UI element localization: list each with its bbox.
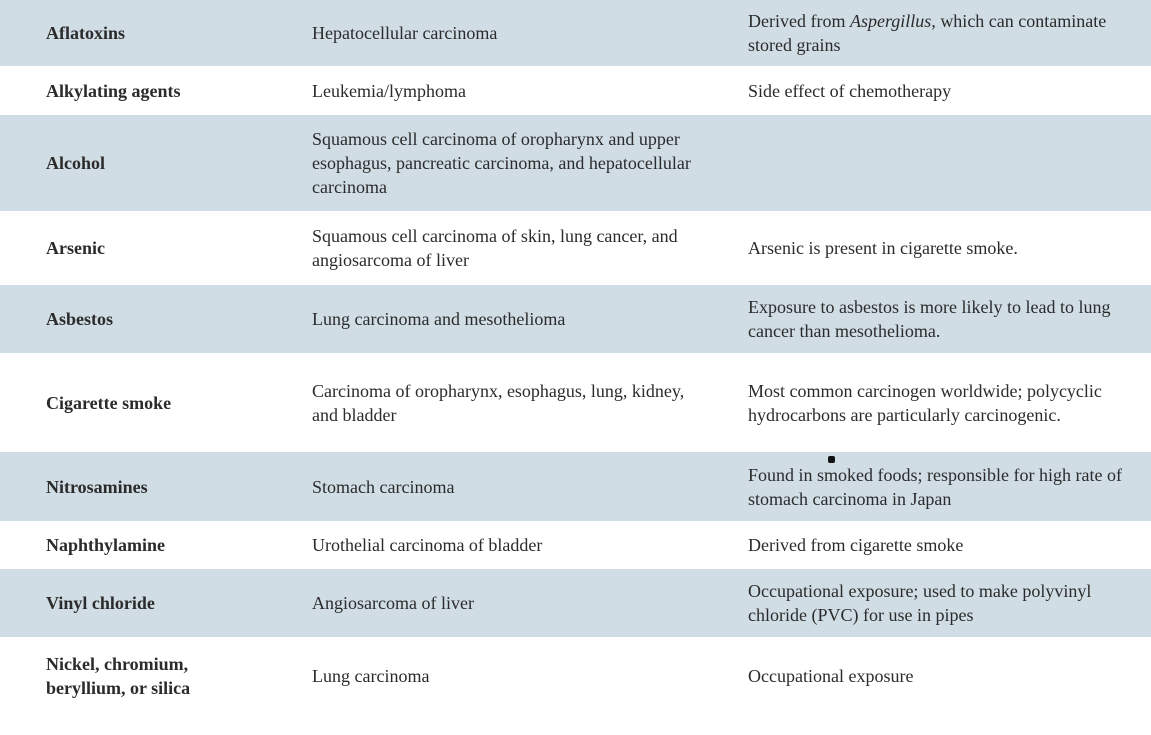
cancer-cell: Angiosarcoma of liver [312, 593, 474, 613]
cancer-cell: Lung carcinoma and mesothelioma [312, 309, 566, 329]
table-row [0, 68, 1151, 115]
agent-cell: Alkylating agents [46, 80, 181, 101]
table-row [0, 115, 1151, 213]
note-cell: Exposure to asbestos is more likely to lead to lung cancer than mesothelioma. [748, 297, 1111, 341]
agent-cell: Alcohol [46, 153, 106, 173]
table-row [0, 523, 1151, 569]
table-row [0, 0, 1151, 68]
note-cell: Occupational exposure [748, 666, 914, 686]
agent-cell: Naphthylamine [46, 535, 166, 555]
agent-cell: Nitrosamines [46, 476, 148, 497]
cancer-cell: Stomach carcinoma [312, 476, 455, 497]
cancer-cell: Leukemia/lymphoma [312, 80, 466, 101]
cancer-cell: Hepatocellular carcinoma [312, 23, 498, 43]
agent-cell: Arsenic [46, 238, 105, 258]
agent-cell: Cigarette smoke [46, 392, 172, 413]
cancer-cell: Carcinoma of oropharynx, esophagus, lung, kidney, and bladder [312, 380, 685, 425]
agent-cell: Nickel, chromium, beryllium, or silica [46, 654, 191, 698]
cancer-cell: Squamous cell carcinoma of skin, lung cancer, and angiosarcoma of liver [312, 226, 678, 270]
cancer-cell: Lung carcinoma [312, 666, 430, 686]
genus-name: Aspergillus, [849, 11, 936, 31]
note-cell: Most common carcinogen worldwide; polycyclic hydrocarbons are particularly carcinogenic. [748, 380, 1102, 425]
mouse-cursor-mark [828, 456, 835, 463]
table-row [0, 355, 1151, 452]
cancer-cell: Squamous cell carcinoma of oropharynx and upper esophagus, pancreatic carcinoma, and hepatocellular carcinoma [312, 129, 691, 197]
table-row [0, 452, 1151, 523]
note-cell: Occupational exposure; used to make polyvinyl chloride (PVC) for use in pipes [748, 581, 1092, 625]
note-cell: Side effect of chemotherapy [748, 80, 952, 101]
cancer-cell: Urothelial carcinoma of bladder [312, 535, 543, 555]
note-cell: Derived from Aspergillus, which can contaminate stored grains [748, 11, 1107, 55]
table-row [0, 569, 1151, 639]
note-cell: Found in smoked foods; responsible for high rate of stomach carcinoma in Japan [748, 464, 1122, 509]
agent-cell: Aflatoxins [46, 23, 126, 43]
table-row [0, 285, 1151, 355]
table-row [0, 639, 1151, 715]
note-cell: Derived from cigarette smoke [748, 535, 964, 555]
agent-cell: Asbestos [46, 309, 114, 329]
note-cell [748, 115, 1143, 211]
note-cell: Arsenic is present in cigarette smoke. [748, 238, 1018, 258]
table-row [0, 213, 1151, 285]
agent-cell: Vinyl chloride [46, 593, 155, 613]
